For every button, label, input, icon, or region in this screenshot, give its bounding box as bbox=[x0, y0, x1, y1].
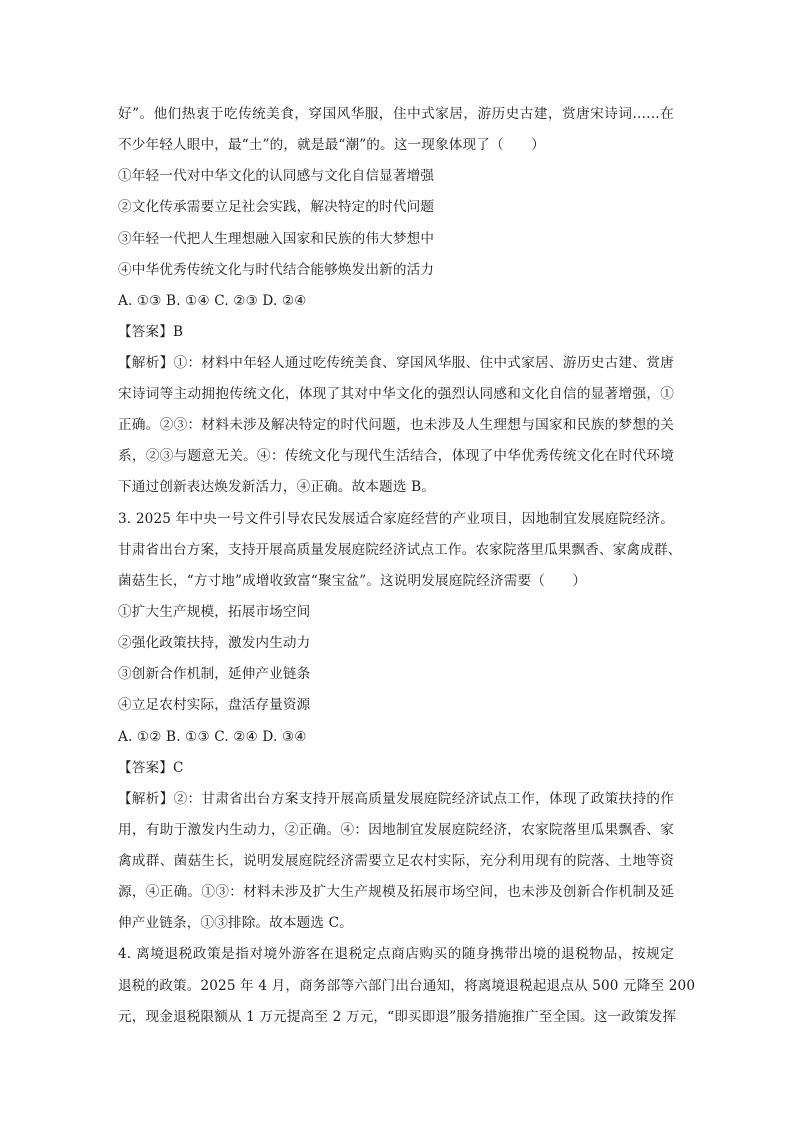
q2-answer: 【答案】B bbox=[118, 324, 184, 340]
q2-analysis-line: 系，②③与题意无关。④：传统文化与现代生活结合，体现了中华优秀传统文化在时代环境 bbox=[118, 448, 674, 464]
q4-stem-line: 元，现金退税限额从 1 万元提高至 2 万元，“即买即退”服务措施推广至全国。这一政策发挥 bbox=[118, 1009, 677, 1025]
q2-option: ②文化传承需要立足社会实践，解决特定的时代问题 bbox=[118, 199, 435, 215]
q3-analysis-line: 伸产业链条，①③排除。故本题选 C。 bbox=[118, 915, 353, 931]
q3-analysis-line: 源，④正确。①③：材料未涉及扩大生产规模及拓展市场空间，也未涉及创新合作机制及延 bbox=[118, 884, 674, 900]
q3-stem-line: 菌菇生长，“方寸地”成增收致富“聚宝盆”。这说明发展庭院经济需要（ ） bbox=[118, 573, 587, 589]
q2-analysis-line: 【解析】①：材料中年轻人通过吃传统美食、穿国风华服、住中式家居、游历史古建、赏唐 bbox=[118, 355, 674, 371]
q3-stem-line: 甘肃省出台方案，支持开展高质量发展庭院经济试点工作。农家院落里瓜果飘香、家禽成群、 bbox=[118, 542, 682, 558]
q3-option: ④立足农村实际，盘活存量资源 bbox=[118, 697, 311, 713]
q3-option: ②强化政策扶持，激发内生动力 bbox=[118, 635, 311, 651]
q2-choices: A. ①③ B. ①④ C. ②③ D. ②④ bbox=[118, 293, 307, 309]
q3-analysis-line: 【解析】②：甘肃省出台方案支持开展高质量发展庭院经济试点工作，体现了政策扶持的作 bbox=[118, 791, 674, 807]
q4-stem-line: 退税的政策。2025 年 4 月，商务部等六部门出台通知，将离境退税起退点从 500 元降至 200 bbox=[118, 978, 696, 994]
q4-stem-line: 4. 离境退税政策是指对境外游客在退税定点商店购买的随身携带出境的退税物品，按规定 bbox=[118, 946, 674, 962]
q2-analysis-line: 宋诗词等主动拥抱传统文化，体现了其对中华文化的强烈认同感和文化自信的显著增强，① bbox=[118, 386, 674, 402]
q3-analysis-line: 用，有助于激发内生动力，②正确。④：因地制宜发展庭院经济，农家院落里瓜果飘香、家 bbox=[118, 822, 674, 838]
q2-option: ①年轻一代对中华文化的认同感与文化自信显著增强 bbox=[118, 168, 435, 184]
q3-analysis-line: 禽成群、菌菇生长，说明发展庭院经济需要立足农村实际，充分利用现有的院落、土地等资 bbox=[118, 853, 674, 869]
q2-option: ④中华优秀传统文化与时代结合能够焕发出新的活力 bbox=[118, 262, 435, 278]
q2-stem-line: 好”。他们热衷于吃传统美食，穿国风华服，住中式家居，游历史古建，赏唐宋诗词……在 bbox=[118, 106, 674, 122]
q3-stem-line: 3. 2025 年中央一号文件引导农民发展适合家庭经营的产业项目，因地制宜发展庭院经济。 bbox=[118, 511, 674, 527]
q2-stem-line: 不少年轻人眼中，最“土”的，就是最“潮”的。这一现象体现了（ ） bbox=[118, 137, 545, 153]
q2-analysis-line: 下通过创新表达焕发新活力，④正确。故本题选 B。 bbox=[118, 479, 435, 495]
q3-option: ①扩大生产规模，拓展市场空间 bbox=[118, 604, 311, 620]
q3-choices: A. ①② B. ①③ C. ②④ D. ③④ bbox=[118, 729, 307, 745]
q2-option: ③年轻一代把人生理想融入国家和民族的伟大梦想中 bbox=[118, 231, 435, 247]
q3-answer: 【答案】C bbox=[118, 760, 184, 776]
q3-option: ③创新合作机制，延伸产业链条 bbox=[118, 666, 311, 682]
q2-analysis-line: 正确。②③：材料未涉及解决特定的时代问题，也未涉及人生理想与国家和民族的梦想的关 bbox=[118, 417, 674, 433]
